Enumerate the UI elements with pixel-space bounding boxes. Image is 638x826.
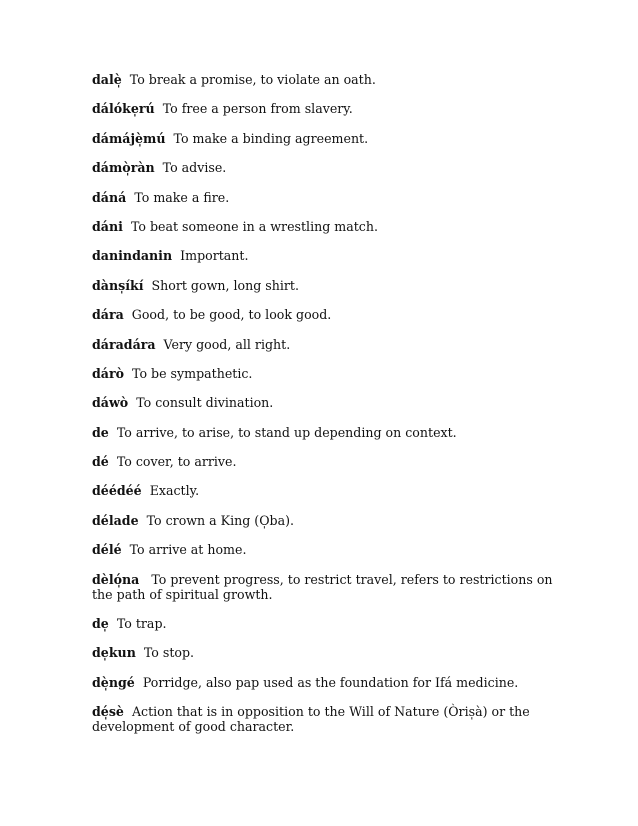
dictionary-entry [92, 542, 562, 557]
entry-term: dálóke̩rú [92, 101, 155, 117]
entry-term: danindanin [92, 248, 173, 264]
entry-definition: To cover, to arrive. [116, 454, 237, 470]
dictionary-entry [92, 366, 562, 381]
dictionary-entry [92, 337, 562, 352]
entry-term: dáni [92, 218, 123, 234]
dictionary-entry [92, 160, 562, 175]
entry-term: délé [92, 542, 122, 558]
entry-term: dè̩ngé [92, 674, 135, 690]
entry-definition: To free a person from slavery. [162, 101, 353, 117]
entry-term: dèló̩na [92, 571, 140, 587]
entry-term: de̩ [92, 616, 109, 632]
dictionary-entry [92, 513, 562, 528]
entry-term: dámájè̩mú [92, 130, 166, 146]
dictionary-entry [92, 395, 562, 410]
entry-term: dára [92, 307, 124, 323]
entry-definition: To arrive, to arise, to stand up depending on context. [116, 424, 457, 440]
entry-term: dárò [92, 365, 125, 381]
entry-term: de [92, 424, 109, 440]
dictionary-entry [92, 645, 562, 660]
entry-term: dáradára [92, 336, 156, 352]
entry-definition: To be sympathetic. [132, 365, 253, 381]
dictionary-entry [92, 278, 562, 293]
entry-definition: To break a promise, to violate an oath. [129, 72, 376, 87]
entry-definition: To make a fire. [134, 189, 230, 205]
entry-definition: To trap. [116, 616, 167, 632]
dictionary-entry [92, 572, 562, 602]
entry-definition: To beat someone in a wrestling match. [130, 218, 378, 234]
entry-definition: Porridge, also pap used as the foundation for Ifá medicine. [142, 674, 519, 690]
dictionary-entry [92, 704, 562, 734]
dictionary-entry [92, 425, 562, 440]
entry-definition: Exactly. [149, 483, 200, 499]
dictionary-entry [92, 101, 562, 116]
entry-term: déédéé [92, 483, 142, 499]
entry-definition: To arrive at home. [129, 542, 247, 558]
entry-definition: To consult divination. [136, 395, 274, 411]
dictionary-entry [92, 190, 562, 205]
entry-definition: Important. [180, 248, 249, 264]
entry-term: dé [92, 454, 109, 470]
entry-term: délade [92, 512, 139, 528]
entry-term: dámò̩ràn [92, 160, 155, 176]
dictionary-entry [92, 616, 562, 631]
entry-definition: To make a binding agreement. [173, 130, 369, 146]
dictionary-entry [92, 248, 562, 263]
entry-term: dàns̩íkí [92, 277, 144, 293]
entry-term: dáwò [92, 395, 129, 411]
dictionary-entry [92, 219, 562, 234]
dictionary-entry [92, 307, 562, 322]
entry-definition: Very good, all right. [163, 336, 291, 352]
dictionary-entry [92, 675, 562, 690]
dictionary-entry-list [92, 72, 562, 749]
entry-term: dalè̩ [92, 72, 122, 87]
entry-definition: To stop. [143, 645, 195, 661]
entry-definition: Short gown, long shirt. [151, 277, 299, 293]
dictionary-entry [92, 72, 562, 87]
entry-term: dé̩sè [92, 704, 124, 720]
entry-term: de̩kun [92, 645, 136, 661]
entry-definition: To prevent progress, to restrict travel, refers to restrictions on the path of spiritual growth. [92, 571, 553, 602]
entry-definition: To advise. [162, 160, 227, 176]
dictionary-entry [92, 454, 562, 469]
dictionary-entry [92, 131, 562, 146]
entry-definition: To crown a King (O̩ba). [146, 512, 295, 528]
entry-definition: Action that is in opposition to the Will of Nature (Òris̩à) or the development of good character. [92, 704, 530, 735]
entry-term: dáná [92, 189, 127, 205]
dictionary-entry [92, 483, 562, 498]
entry-definition: Good, to be good, to look good. [131, 307, 332, 323]
